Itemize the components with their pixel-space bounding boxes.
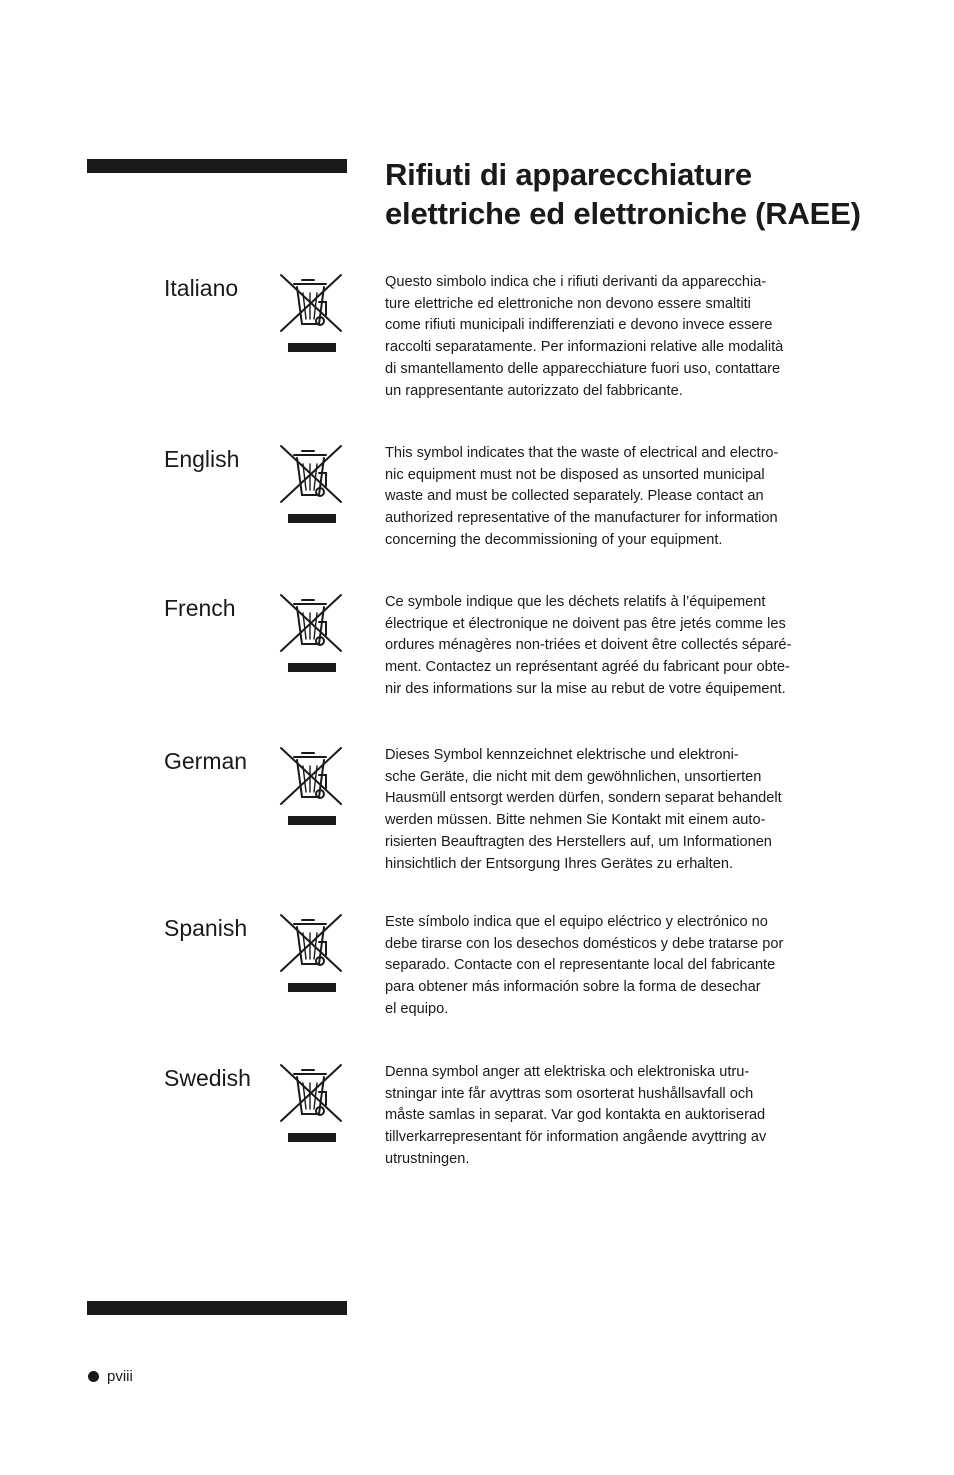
crossed-out-wheeled-bin-icon bbox=[278, 1061, 344, 1147]
language-label: German bbox=[164, 748, 248, 774]
section-german bbox=[0, 747, 954, 897]
crossed-out-wheeled-bin-icon bbox=[278, 744, 344, 830]
section-spanish bbox=[0, 914, 954, 1064]
section-paragraph: Dieses Symbol kennzeichnet elektrische und elektroni- sche Geräte, die nicht mit dem gewöhnlichen, unsortierten Hausmüll entsorgt werden dürfen, sondern separat behandelt werden müssen. Bitte nehmen Sie Kontakt mit einem auto- risierten Beauftragten des Herstellers auf, um Informationen hinsichtlich der Entsorgung Ihres Gerätes zu erhalten. bbox=[385, 747, 782, 872]
top-rule bbox=[87, 159, 347, 173]
crossed-out-wheeled-bin-icon bbox=[278, 442, 344, 528]
section-italiano bbox=[0, 274, 954, 424]
page-number: pviii bbox=[107, 1368, 133, 1385]
crossed-out-wheeled-bin-icon bbox=[278, 271, 344, 357]
crossed-out-wheeled-bin-icon bbox=[278, 911, 344, 997]
section-paragraph: This symbol indicates that the waste of electrical and electro- nic equipment must not be disposed as unsorted municipal waste and must be collected separately. Please contact an authorized representative of the manufacturer for information concerning the decommissioning of your equipment. bbox=[385, 445, 779, 548]
section-paragraph: Denna symbol anger att elektriska och elektroniska utru- stningar inte får avyttras som osorterat hushållsavfall och måste samlas in separat. Var god kontakta en auktoriserad tillverkarrepresentant för information angående avyttring av utrustningen. bbox=[385, 1064, 767, 1167]
section-english bbox=[0, 445, 954, 595]
section-paragraph: Este símbolo indica que el equipo eléctrico y electrónico no debe tirarse con los desechos domésticos y debe tratarse por separado. Contacte con el representante local del fabricante para obtener más información sobre la forma de desechar el equipo. bbox=[385, 914, 784, 1017]
crossed-out-wheeled-bin-icon bbox=[278, 591, 344, 677]
section-paragraph: Questo simbolo indica che i rifiuti derivanti da apparecchia- ture elettriche ed elettroniche non devono essere smaltiti come rifiuti municipali indifferenziati e devono invece essere raccolti separatamente. Per informazioni relative alle modalità di smantellamento delle apparecchiature fuori uso, contattare un rappresentante autorizzato del fabbricante. bbox=[385, 274, 784, 399]
page-title: Rifiuti di apparecchiature elettriche ed elettroniche (RAEE) bbox=[385, 157, 861, 231]
language-label: Italiano bbox=[164, 275, 239, 301]
language-label: Swedish bbox=[164, 1065, 251, 1091]
page-footer bbox=[88, 1368, 133, 1385]
bottom-rule bbox=[87, 1301, 347, 1315]
language-label: French bbox=[164, 595, 236, 621]
bullet-icon bbox=[88, 1371, 99, 1382]
language-label: English bbox=[164, 446, 240, 472]
language-label: Spanish bbox=[164, 915, 248, 941]
section-french bbox=[0, 594, 954, 744]
section-swedish bbox=[0, 1064, 954, 1214]
section-paragraph: Ce symbole indique que les déchets relatifs à l’équipement électrique et électronique ne doivent pas être jetés comme les ordures ménagères non-triées et doivent être collectés séparé- ment. Contactez un représentant agréé du fabricant pour obte- nir des informations sur la mise au rebut de votre équipement. bbox=[385, 594, 792, 697]
